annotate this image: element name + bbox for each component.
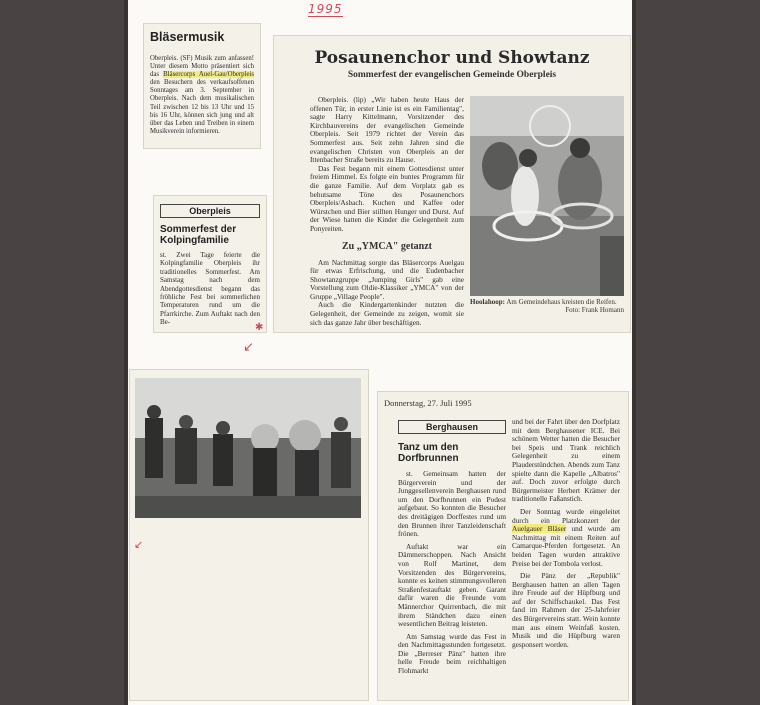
photo-auelgauer-blaeser bbox=[135, 378, 361, 518]
berghausen-date: Donnerstag, 27. Juli 1995 bbox=[384, 398, 472, 408]
kolping-text: st. Zwei Tage feierte die Kolpingfamilie Oberpleis ihr traditionelles Sommerfest. Am Samstag nach dem Abendgottesdienst begann das fröhliche Fest bei sommerlichen Temperaturen rund um die Pfarrkirche. Zum Auftakt nach den Be- bbox=[160, 251, 260, 327]
red-check-mark: ↙ bbox=[243, 340, 254, 355]
posaunenchor-subheading: Zu „YMCA" getanzt bbox=[342, 240, 432, 252]
berghausen-col1-para1: st. Gemeinsam hatten der Bürgerverein und der Junggesellenverein Berghausen rund um den Dorfbrunnen ein Podest aufgebaut. So konnten die Besucher des dreitägigen Dorffestes rund um den Brunnen ihrer Tanzleidenschaft frönen. bbox=[398, 469, 506, 539]
red-asterisk-mark: ✱ bbox=[255, 322, 264, 333]
blaesermusik-text-part1: Oberpleis. (SF) Musik zum anfassen! Unter diesem Motto präsentiert sich das bbox=[150, 55, 254, 79]
posaunenchor-subtitle: Sommerfest der evangelischen Gemeinde Oberpleis bbox=[347, 70, 557, 80]
year-annotation: 1995 bbox=[308, 2, 343, 16]
posaunenchor-text-3: Am Nachmittag sorgte das Bläsercorps Auelgau für etwas Erfrischung, und die Eudenbacher Showtanzgruppe „Jumping Girls" gab eine Vorstellung zum Oldie-Klassiker „YMCA" von der Gruppe „Village People". bbox=[310, 257, 464, 301]
posaunenchor-title: Posaunenchor und Showtanz bbox=[314, 48, 590, 68]
kolping-location-tag: Oberpleis bbox=[160, 204, 260, 218]
photo-hoolahoop bbox=[470, 96, 624, 296]
blaesermusik-text bbox=[150, 55, 254, 136]
hoolahoop-caption bbox=[470, 298, 624, 306]
hoolahoop-credit: Foto: Frank Homann bbox=[565, 306, 624, 315]
kolping-title: Sommerfest der Kolpingfamilie bbox=[160, 224, 237, 246]
blaesermusik-text-part2: den Besuchern des verkaufsoffenen Sonntages am 3. September in Oberpleis. Nach dem musikalischen Teil zwischen 12 bis 13 Uhr und 15 bis 16 Uhr, können sich jung und alt über das Leben und Treiben in einem Musikverein informieren. bbox=[150, 79, 254, 135]
berghausen-location-tag: Berghausen bbox=[398, 420, 506, 434]
hoolahoop-caption-bold: Hoolahoop: bbox=[470, 298, 506, 306]
berghausen-col2-para2 bbox=[512, 508, 620, 568]
hoolahoop-caption-text: Am Gemeindehaus kreisten die Reifen. bbox=[505, 298, 617, 306]
hoolahoop-photo-graphic bbox=[470, 96, 624, 296]
red-pen-mark: ↙ bbox=[134, 538, 144, 551]
berghausen-col2-para1: und bei der Fahrt über den Dorfplatz mit dem Berghausener ICE. Bei schönem Wetter hatten die Besucher bei Speis und Trank reichlich Gelegenheit zu einem Plauderstündchen. Abends zum Tanz spielte dann die Kapelle „Albatros" auf. Doch zuvor erfolgte durch Bürgermeister Herbert Krämer der traditionelle Faßanstich. bbox=[512, 417, 620, 504]
posaunenchor-text-4: Auch die Kindergartenkinder nutzten die Gelegenheit, der Gemeinde zu zeigen, womit sie sich das ganze Jahr über beschäftigen. bbox=[310, 300, 464, 327]
clipping-blaesermusik bbox=[144, 24, 260, 148]
clipping-auelgauer bbox=[130, 370, 368, 700]
blaesermusik-title: Bläsermusik bbox=[150, 30, 225, 44]
clipping-berghausen bbox=[378, 392, 628, 700]
posaunenchor-text-2: Das Fest begann mit einem Gottesdienst unter freiem Himmel. Es folgte ein buntes Programm für die ganze Familie. Auf dem Vorplatz gab es behutsame Töne des Posaunenchors Oberpleis/Asbach. Kuchen und Kaffee oder Würstchen und Bier stillten Hunger und Durst. Auf der Wiese hatten die Kinder die Gelegenheit zum Ponyreiten. bbox=[310, 163, 464, 233]
berghausen-col1-para2: Auftakt war ein Dämmerschoppen. Nach Ansicht von Rolf Martinet, dem Vorsitzenden des Bürgervereins, konnte es keinen stimmungsvolleren Straßenfestauftakt geben. Garant dafür waren die Freunde vom Männerchor Quirrenbach, die mit ihrem Ständchen dazu einen wesentlichen Beitrag leisteten. bbox=[398, 541, 506, 629]
auelgauer-photo-graphic bbox=[135, 378, 361, 518]
berghausen-col1-para3: Am Samstag wurde das Fest in den Nachmittagsstunden fortgesetzt. Die „Berreser Pänz" hatten ihre helle Freude beim reichhaltigen Flohmarkt bbox=[398, 631, 506, 676]
berghausen-col2-part1: Der Sonntag wurde eingeleitet durch ein Platzkonzert der bbox=[512, 506, 620, 525]
clipping-kolping bbox=[154, 196, 266, 332]
blaesermusik-highlight: Bläsercorps Auel-Gau/Oberpleis bbox=[163, 71, 254, 79]
posaunenchor-text-1: Oberpleis. (lip) „Wir haben heute Haus der offenen Tür, in erster Linie ist es ein Familientag", sagte Harry Kittelmann, Vorsitzender des Kirchbauvereins der evangelischen Gemeinde Oberpleis. Seit 1979 richtet der Verein das Sommerfest aus. Seit zehn Jahren sind die evangelischen Christen von Oberpleis an der Ittenbacher Straße bereits zu Hause. bbox=[310, 95, 464, 165]
clipping-posaunenchor bbox=[274, 36, 630, 332]
berghausen-col2-para3: Die Pänz der „Republik" Berghausen hatten an allen Tagen ihre Freude auf der Hüpfburg und auf der Schiffschaukel. Das Fest fand im Rahmen der 25-Jahrfeier des Bürgervereins statt. Wein konnte man aus einem Weinfaß kosten. Musik und die Hüpfburg waren gesponsert worden. bbox=[512, 571, 620, 649]
berghausen-col2-part2: und wurde am Nachmittag mit einem Reiten auf Camarque-Pferden fortgesetzt. An beiden Tagen wurden attraktive Preise bei der Tombola verlost. bbox=[512, 524, 620, 568]
berghausen-col2-highlight: Auelgauer Bläser bbox=[512, 524, 567, 534]
berghausen-title: Tanz um den Dorfbrunnen bbox=[398, 442, 459, 464]
frame-right-edge bbox=[632, 0, 636, 705]
